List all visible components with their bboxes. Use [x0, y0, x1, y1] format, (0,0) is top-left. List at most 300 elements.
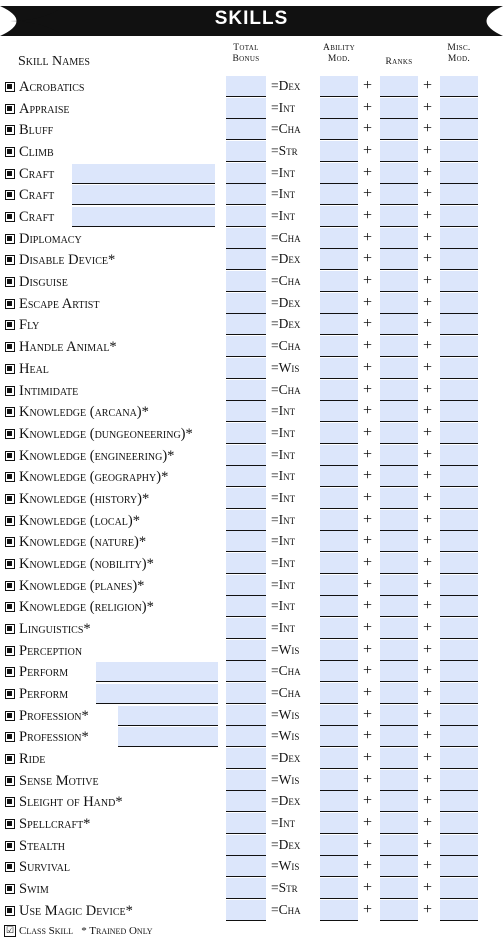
ranks-field[interactable] [380, 878, 418, 899]
plus-sign: + [363, 250, 373, 268]
total-bonus-field[interactable] [226, 141, 266, 162]
legend-class-skill: Class Skill [19, 925, 73, 937]
total-bonus-field[interactable] [226, 618, 266, 639]
class-skill-checkbox[interactable] [5, 689, 15, 699]
ability-mod-field[interactable] [320, 661, 358, 682]
class-skill-checkbox[interactable] [5, 494, 15, 504]
skill-name: Ride [19, 751, 46, 768]
ability-mod-field[interactable] [320, 488, 358, 509]
ability-mod-field[interactable] [320, 249, 358, 270]
skill-name: Craft [19, 187, 55, 204]
class-skill-checkbox[interactable] [5, 320, 15, 330]
ranks-field[interactable] [380, 466, 418, 487]
plus-sign: + [363, 553, 373, 571]
skill-name: Heal [19, 360, 49, 377]
class-skill-checkbox[interactable] [5, 797, 15, 807]
plus-sign: + [363, 163, 373, 181]
plus-sign: + [363, 532, 373, 550]
plus-sign: + [423, 857, 433, 875]
ability-label: =Dex [271, 793, 301, 809]
ability-mod-field[interactable] [320, 401, 358, 422]
plus-sign: + [363, 77, 373, 94]
ranks-field[interactable] [380, 314, 418, 335]
ranks-field[interactable] [380, 423, 418, 444]
misc-mod-field[interactable] [440, 98, 478, 119]
skill-name: Craft [19, 165, 55, 182]
plus-sign: + [363, 727, 373, 745]
class-skill-checkbox[interactable] [5, 147, 15, 157]
class-skill-checkbox[interactable] [5, 602, 15, 612]
skill-row [0, 271, 503, 293]
plus-sign: + [363, 445, 373, 463]
ability-mod-field[interactable] [320, 531, 358, 552]
ability-mod-field[interactable] [320, 293, 358, 314]
plus-sign: + [363, 380, 373, 398]
plus-sign: + [363, 315, 373, 333]
class-skill-checkbox[interactable] [5, 776, 15, 786]
class-skill-checkbox[interactable] [5, 667, 15, 677]
misc-mod-field[interactable] [440, 770, 478, 791]
ranks-field[interactable] [380, 596, 418, 617]
ranks-field[interactable] [380, 249, 418, 270]
ranks-field[interactable] [380, 401, 418, 422]
ability-label: =Cha [271, 901, 301, 917]
ranks-field[interactable] [380, 76, 418, 97]
total-bonus-field[interactable] [226, 98, 266, 119]
ability-label: =Dex [271, 836, 301, 852]
ranks-field[interactable] [380, 98, 418, 119]
plus-sign: + [423, 77, 433, 94]
ability-mod-field[interactable] [320, 705, 358, 726]
skill-name: Climb [19, 144, 54, 161]
total-bonus-field[interactable] [226, 856, 266, 877]
class-skill-checkbox[interactable] [5, 862, 15, 872]
ability-label: =Int [271, 511, 296, 527]
class-skill-checkbox[interactable] [5, 841, 15, 851]
plus-sign: + [423, 510, 433, 528]
plus-sign: + [423, 900, 433, 918]
misc-mod-field[interactable] [440, 553, 478, 574]
total-bonus-field[interactable] [226, 314, 266, 335]
plus-sign: + [363, 423, 373, 441]
ranks-field[interactable] [380, 184, 418, 205]
misc-mod-field[interactable] [440, 488, 478, 509]
total-bonus-field[interactable] [226, 791, 266, 812]
skill-name: Appraise [19, 100, 70, 117]
ranks-field[interactable] [380, 119, 418, 140]
misc-mod-field[interactable] [440, 228, 478, 249]
total-bonus-field[interactable] [226, 76, 266, 97]
skill-subtype-field[interactable] [96, 662, 218, 682]
total-bonus-field[interactable] [226, 813, 266, 834]
skill-row [0, 358, 503, 380]
plus-sign: + [423, 358, 433, 376]
class-skill-checkbox[interactable] [5, 472, 15, 482]
skill-row [0, 683, 503, 705]
ability-mod-field[interactable] [320, 596, 358, 617]
ability-label: =Int [271, 533, 296, 549]
ranks-field[interactable] [380, 293, 418, 314]
ability-mod-field[interactable] [320, 423, 358, 444]
skill-name: Swim [19, 881, 49, 898]
ranks-field[interactable] [380, 770, 418, 791]
plus-sign: + [363, 879, 373, 897]
skill-row [0, 553, 503, 575]
total-bonus-field[interactable] [226, 228, 266, 249]
ranks-field[interactable] [380, 640, 418, 661]
ability-mod-field[interactable] [320, 770, 358, 791]
ranks-field[interactable] [380, 618, 418, 639]
misc-mod-field[interactable] [440, 141, 478, 162]
ability-mod-field[interactable] [320, 76, 358, 97]
ability-mod-field[interactable] [320, 618, 358, 639]
misc-mod-field[interactable] [440, 358, 478, 379]
skill-name: Perform [19, 686, 69, 703]
misc-mod-field[interactable] [440, 271, 478, 292]
class-skill-checkbox[interactable] [5, 407, 15, 417]
skill-row [0, 596, 503, 618]
ability-mod-field[interactable] [320, 835, 358, 856]
class-skill-checkbox[interactable] [5, 624, 15, 634]
ability-label: =Wis [271, 706, 300, 722]
skill-subtype-field[interactable] [72, 207, 215, 227]
skill-subtype-field[interactable] [118, 706, 218, 726]
ability-mod-field[interactable] [320, 791, 358, 812]
plus-sign: + [423, 120, 433, 138]
ability-mod-header [314, 43, 364, 65]
skill-subtype-field[interactable] [72, 185, 215, 205]
total-bonus-field[interactable] [226, 445, 266, 466]
ranks-field[interactable] [380, 141, 418, 162]
plus-sign: + [363, 792, 373, 810]
total-bonus-header [222, 43, 270, 65]
class-skill-checkbox[interactable] [5, 819, 15, 829]
misc-mod-field[interactable] [440, 683, 478, 704]
ability-mod-field[interactable] [320, 336, 358, 357]
misc-mod-field[interactable] [440, 401, 478, 422]
ranks-field[interactable] [380, 856, 418, 877]
skill-row [0, 119, 503, 141]
ability-mod-field[interactable] [320, 271, 358, 292]
misc-mod-header-line1: Misc. [447, 43, 471, 53]
skill-row [0, 510, 503, 532]
total-bonus-field[interactable] [226, 683, 266, 704]
misc-mod-field[interactable] [440, 640, 478, 661]
ability-mod-field[interactable] [320, 575, 358, 596]
total-bonus-field[interactable] [226, 206, 266, 227]
skill-row [0, 76, 503, 98]
misc-mod-header-line2: Mod. [447, 54, 471, 64]
misc-mod-field[interactable] [440, 466, 478, 487]
misc-mod-field[interactable] [440, 336, 478, 357]
class-skill-checkbox[interactable] [5, 429, 15, 439]
ability-label: =Int [271, 598, 296, 614]
ability-mod-field[interactable] [320, 141, 358, 162]
skill-row [0, 249, 503, 271]
plus-sign: + [423, 402, 433, 420]
ranks-field[interactable] [380, 510, 418, 531]
skill-row [0, 228, 503, 250]
misc-mod-field[interactable] [440, 423, 478, 444]
ranks-field[interactable] [380, 835, 418, 856]
legend [4, 925, 153, 937]
class-skill-checkbox[interactable] [5, 754, 15, 764]
total-bonus-field[interactable] [226, 596, 266, 617]
class-skill-checkbox[interactable] [5, 234, 15, 244]
class-skill-checkbox[interactable] [5, 190, 15, 200]
total-bonus-field[interactable] [226, 531, 266, 552]
ability-mod-field[interactable] [320, 206, 358, 227]
total-bonus-field[interactable] [226, 163, 266, 184]
plus-sign: + [363, 207, 373, 225]
total-bonus-field[interactable] [226, 553, 266, 574]
skill-row [0, 314, 503, 336]
misc-mod-field[interactable] [440, 206, 478, 227]
class-skill-checkbox[interactable] [5, 255, 15, 265]
misc-mod-header [436, 43, 482, 65]
ranks-field[interactable] [380, 228, 418, 249]
ability-mod-field[interactable] [320, 748, 358, 769]
total-bonus-field[interactable] [226, 249, 266, 270]
ability-mod-field[interactable] [320, 119, 358, 140]
skill-name: Stealth [19, 837, 66, 854]
ability-mod-field[interactable] [320, 314, 358, 335]
class-skill-checkbox[interactable] [5, 516, 15, 526]
ranks-field[interactable] [380, 661, 418, 682]
total-bonus-field[interactable] [226, 705, 266, 726]
misc-mod-field[interactable] [440, 878, 478, 899]
plus-sign: + [423, 185, 433, 203]
ability-mod-field[interactable] [320, 445, 358, 466]
class-skill-checkbox[interactable] [5, 732, 15, 742]
plus-sign: + [363, 228, 373, 246]
skill-subtype-field[interactable] [96, 684, 218, 704]
ranks-field[interactable] [380, 553, 418, 574]
total-bonus-field[interactable] [226, 380, 266, 401]
class-skill-checkbox[interactable] [5, 212, 15, 222]
misc-mod-field[interactable] [440, 249, 478, 270]
class-skill-checkbox[interactable] [5, 299, 15, 309]
plus-sign: + [423, 142, 433, 160]
misc-mod-field[interactable] [440, 445, 478, 466]
misc-mod-field[interactable] [440, 726, 478, 747]
misc-mod-field[interactable] [440, 380, 478, 401]
ability-mod-field[interactable] [320, 184, 358, 205]
ranks-field[interactable] [380, 791, 418, 812]
misc-mod-field[interactable] [440, 314, 478, 335]
ranks-field[interactable] [380, 380, 418, 401]
class-skill-checkbox[interactable] [5, 906, 15, 916]
ranks-field[interactable] [380, 206, 418, 227]
ability-label: =Int [271, 554, 296, 570]
class-skill-checkbox[interactable] [5, 364, 15, 374]
ranks-field[interactable] [380, 445, 418, 466]
skill-name: Disguise [19, 274, 68, 291]
class-skill-checkbox[interactable] [5, 581, 15, 591]
misc-mod-field[interactable] [440, 748, 478, 769]
ability-label: =Int [271, 424, 296, 440]
ranks-field[interactable] [380, 271, 418, 292]
total-bonus-field[interactable] [226, 748, 266, 769]
ability-mod-field[interactable] [320, 856, 358, 877]
plus-sign: + [423, 228, 433, 246]
plus-sign: + [363, 358, 373, 376]
ability-mod-field[interactable] [320, 878, 358, 899]
misc-mod-field[interactable] [440, 618, 478, 639]
ranks-field[interactable] [380, 531, 418, 552]
misc-mod-field[interactable] [440, 705, 478, 726]
ability-mod-field[interactable] [320, 510, 358, 531]
misc-mod-field[interactable] [440, 900, 478, 921]
misc-mod-field[interactable] [440, 813, 478, 834]
ability-label: =Wis [271, 728, 300, 744]
skill-names-header: Skill Names [18, 54, 90, 69]
class-skill-checkbox[interactable] [5, 82, 15, 92]
misc-mod-field[interactable] [440, 596, 478, 617]
total-bonus-field[interactable] [226, 466, 266, 487]
class-skill-checkbox[interactable] [5, 386, 15, 396]
class-skill-checkbox[interactable] [5, 342, 15, 352]
total-bonus-field[interactable] [226, 878, 266, 899]
skill-name: Escape Artist [19, 295, 100, 312]
ability-label: =Int [271, 403, 296, 419]
total-bonus-field[interactable] [226, 835, 266, 856]
skill-row [0, 401, 503, 423]
skill-name: Handle Animal* [19, 339, 117, 356]
misc-mod-field[interactable] [440, 661, 478, 682]
plus-sign: + [423, 250, 433, 268]
ability-mod-field[interactable] [320, 553, 358, 574]
ability-mod-field[interactable] [320, 358, 358, 379]
plus-sign: + [363, 120, 373, 138]
plus-sign: + [423, 749, 433, 767]
ranks-field[interactable] [380, 683, 418, 704]
class-skill-checkbox[interactable] [5, 104, 15, 114]
class-skill-checkbox[interactable] [5, 277, 15, 287]
total-bonus-field[interactable] [226, 401, 266, 422]
total-bonus-field[interactable] [226, 510, 266, 531]
class-skill-checkbox[interactable] [5, 884, 15, 894]
ability-label: =Int [271, 576, 296, 592]
total-bonus-field[interactable] [226, 726, 266, 747]
ranks-field[interactable] [380, 726, 418, 747]
ranks-field[interactable] [380, 900, 418, 921]
misc-mod-field[interactable] [440, 575, 478, 596]
plus-sign: + [363, 467, 373, 485]
misc-mod-field[interactable] [440, 119, 478, 140]
skill-name: Use Magic Device* [19, 902, 133, 919]
total-bonus-field[interactable] [226, 358, 266, 379]
ranks-field[interactable] [380, 336, 418, 357]
skill-subtype-field[interactable] [118, 727, 218, 747]
skill-row [0, 878, 503, 900]
ranks-field[interactable] [380, 705, 418, 726]
ability-label: =Cha [271, 229, 301, 245]
skill-name: Linguistics* [19, 621, 91, 637]
skill-name: Knowledge (nature)* [19, 534, 147, 551]
ranks-field[interactable] [380, 748, 418, 769]
total-bonus-field[interactable] [226, 900, 266, 921]
ability-mod-field[interactable] [320, 163, 358, 184]
total-bonus-field[interactable] [226, 119, 266, 140]
plus-sign: + [423, 337, 433, 355]
ability-mod-field[interactable] [320, 683, 358, 704]
total-bonus-field[interactable] [226, 575, 266, 596]
ranks-field[interactable] [380, 813, 418, 834]
total-bonus-field[interactable] [226, 336, 266, 357]
total-bonus-field[interactable] [226, 184, 266, 205]
skill-subtype-field[interactable] [72, 164, 215, 184]
ability-mod-field[interactable] [320, 813, 358, 834]
total-bonus-field[interactable] [226, 423, 266, 444]
ability-mod-field[interactable] [320, 380, 358, 401]
ability-mod-field[interactable] [320, 98, 358, 119]
total-bonus-field[interactable] [226, 661, 266, 682]
misc-mod-field[interactable] [440, 76, 478, 97]
ability-mod-field[interactable] [320, 466, 358, 487]
class-skill-check-icon: ☑ [5, 925, 15, 936]
total-bonus-field[interactable] [226, 770, 266, 791]
skill-name: Knowledge (planes)* [19, 577, 145, 594]
ranks-field[interactable] [380, 163, 418, 184]
class-skill-checkbox[interactable] [5, 537, 15, 547]
skill-name: Craft [19, 209, 55, 226]
misc-mod-field[interactable] [440, 531, 478, 552]
ability-mod-field[interactable] [320, 900, 358, 921]
misc-mod-field[interactable] [440, 163, 478, 184]
ability-mod-header-line2: Mod. [327, 54, 351, 64]
skill-name: Profession* [19, 729, 89, 746]
plus-sign: + [363, 575, 373, 593]
ability-label: =Cha [271, 663, 301, 679]
total-bonus-field[interactable] [226, 293, 266, 314]
misc-mod-field[interactable] [440, 856, 478, 877]
misc-mod-field[interactable] [440, 835, 478, 856]
class-skill-checkbox[interactable] [5, 711, 15, 721]
plus-sign: + [363, 597, 373, 615]
skill-row [0, 575, 503, 597]
class-skill-checkbox[interactable] [5, 169, 15, 179]
skill-row [0, 488, 503, 510]
misc-mod-field[interactable] [440, 184, 478, 205]
ability-mod-field[interactable] [320, 726, 358, 747]
plus-sign: + [423, 792, 433, 810]
plus-sign: + [363, 337, 373, 355]
misc-mod-field[interactable] [440, 510, 478, 531]
skill-row [0, 618, 503, 640]
total-bonus-field[interactable] [226, 488, 266, 509]
ability-label: =Int [271, 99, 296, 115]
plus-sign: + [363, 488, 373, 506]
ranks-field[interactable] [380, 358, 418, 379]
class-skill-checkbox[interactable] [5, 451, 15, 461]
ranks-field[interactable] [380, 488, 418, 509]
ranks-field[interactable] [380, 575, 418, 596]
ability-mod-field[interactable] [320, 640, 358, 661]
ability-mod-field[interactable] [320, 228, 358, 249]
misc-mod-field[interactable] [440, 791, 478, 812]
total-bonus-field[interactable] [226, 271, 266, 292]
plus-sign: + [363, 705, 373, 723]
skill-row [0, 163, 503, 185]
skill-row [0, 856, 503, 878]
ability-label: =Cha [271, 381, 301, 397]
class-skill-checkbox[interactable] [5, 125, 15, 135]
class-skill-checkbox[interactable] [5, 646, 15, 656]
misc-mod-field[interactable] [440, 293, 478, 314]
class-skill-checkbox[interactable] [5, 559, 15, 569]
total-bonus-field[interactable] [226, 640, 266, 661]
